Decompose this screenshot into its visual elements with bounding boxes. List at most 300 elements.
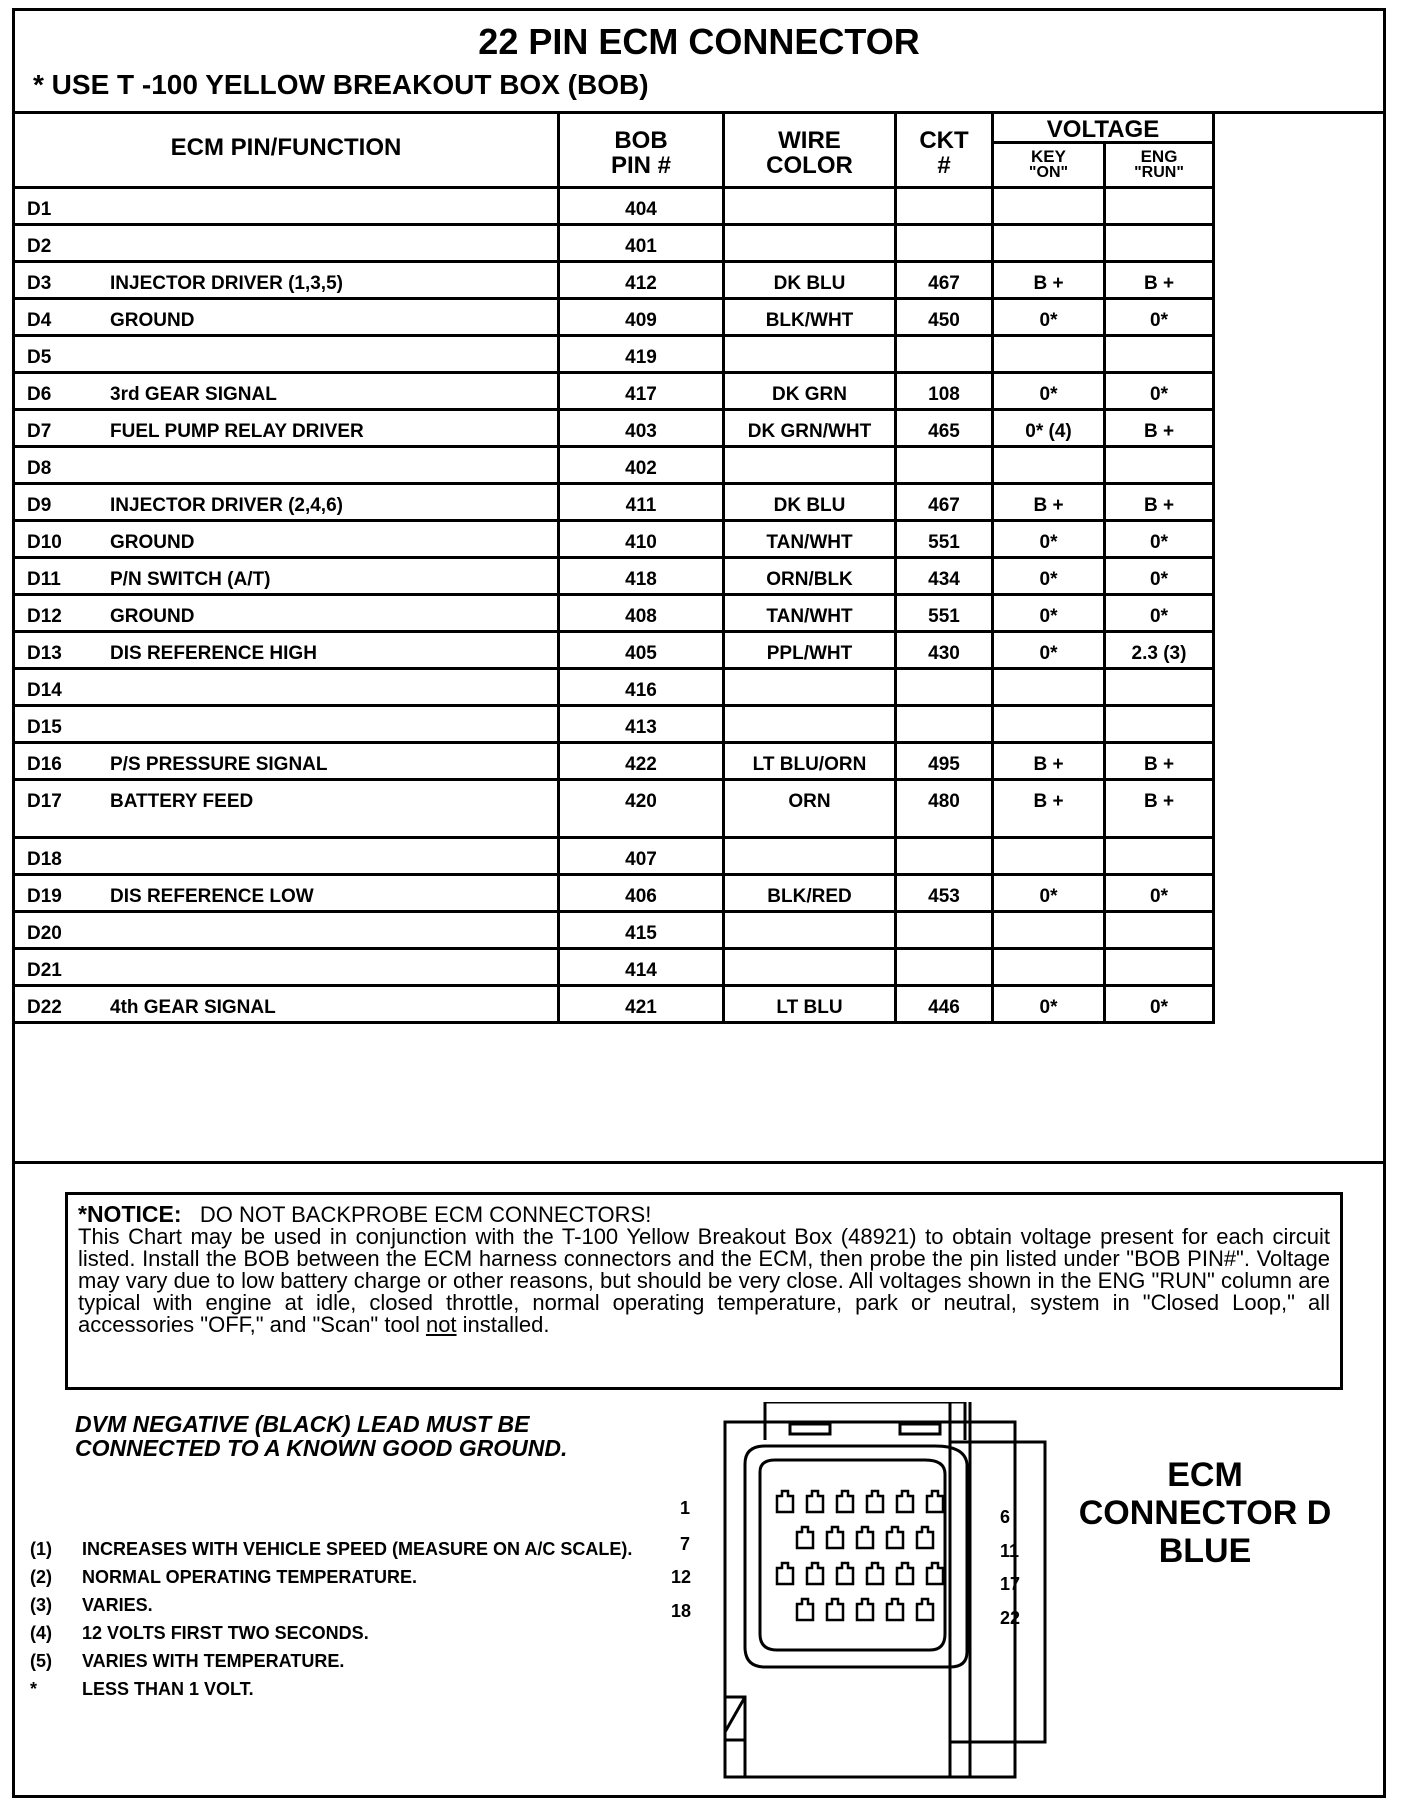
wire-value: DK GRN xyxy=(772,384,847,405)
key-value: B + xyxy=(1033,273,1064,294)
cell-key xyxy=(994,559,1106,593)
cell-bob xyxy=(560,596,725,630)
bob-value: 410 xyxy=(625,532,657,553)
eng-value: 0* xyxy=(1150,569,1168,590)
cell-key xyxy=(994,876,1106,910)
cell-eng xyxy=(1106,744,1215,778)
eng-value: 2.3 (3) xyxy=(1131,643,1187,664)
ckt-value: 551 xyxy=(928,606,960,627)
cell-wire xyxy=(725,596,897,630)
pin-label-12: 12 xyxy=(671,1567,692,1587)
cell-eng xyxy=(1106,189,1215,223)
cell-eng xyxy=(1106,707,1215,741)
bob-value: 408 xyxy=(625,606,657,627)
wire-value: BLK/RED xyxy=(767,886,852,907)
key-value: 0* xyxy=(1039,532,1058,553)
cell-pin-function xyxy=(15,670,560,704)
pin-id: D22 xyxy=(27,997,62,1018)
bob-value: 404 xyxy=(625,199,657,220)
cell-ckt xyxy=(897,839,994,873)
pin-function: 3rd GEAR SIGNAL xyxy=(110,384,277,405)
header-voltage-group xyxy=(994,114,1215,186)
header-eng-line1: ENG xyxy=(1140,147,1178,166)
cell-eng xyxy=(1106,411,1215,445)
cell-eng xyxy=(1106,781,1215,836)
cell-pin-function xyxy=(15,300,560,334)
cell-key xyxy=(994,485,1106,519)
cell-ckt xyxy=(897,300,994,334)
cell-ckt xyxy=(897,522,994,556)
table-row xyxy=(15,226,1215,263)
bob-value: 406 xyxy=(625,886,657,907)
pin-label-7: 7 xyxy=(680,1534,691,1554)
wire-value: ORN xyxy=(788,791,831,812)
key-value: 0* xyxy=(1039,569,1058,590)
notice-body-not: not xyxy=(425,1312,457,1337)
header-voltage-box xyxy=(994,114,1212,144)
cell-pin-function xyxy=(15,781,560,836)
pin-id: D21 xyxy=(27,960,62,981)
connector-pin-17 xyxy=(927,1563,943,1584)
table-row xyxy=(15,559,1215,596)
eng-value: B + xyxy=(1143,273,1175,294)
dvm-warning xyxy=(75,1412,567,1460)
cell-bob xyxy=(560,522,725,556)
cell-bob xyxy=(560,670,725,704)
notice-box xyxy=(65,1192,1343,1390)
cell-bob xyxy=(560,374,725,408)
cell-eng xyxy=(1106,633,1215,667)
connector-latch-right xyxy=(900,1424,940,1434)
table-row xyxy=(15,913,1215,950)
header-key-on xyxy=(994,144,1106,186)
cell-wire xyxy=(725,559,897,593)
eng-value: 0* xyxy=(1150,886,1168,907)
eng-value: 0* xyxy=(1150,384,1168,405)
cell-key xyxy=(994,839,1106,873)
key-value: B + xyxy=(1033,754,1064,775)
wire-value: PPL/WHT xyxy=(766,643,853,664)
cell-ckt xyxy=(897,670,994,704)
cell-ckt xyxy=(897,987,994,1021)
table-row xyxy=(15,263,1215,300)
header-ckt xyxy=(897,114,994,186)
wire-value: LT BLU/ORN xyxy=(752,754,867,775)
cell-eng xyxy=(1106,374,1215,408)
pin-id: D14 xyxy=(27,680,62,701)
cell-wire xyxy=(725,263,897,297)
cell-wire xyxy=(725,448,897,482)
header-bob-pin xyxy=(560,114,725,186)
bob-value: 418 xyxy=(625,569,657,590)
header-eng-line2: "RUN" xyxy=(1134,164,1184,181)
eng-value: 0* xyxy=(1150,606,1168,627)
dvm-line1: DVM NEGATIVE (BLACK) LEAD MUST BE xyxy=(75,1411,530,1437)
ecm-connector-d-diagram xyxy=(705,1402,1065,1792)
key-value: B + xyxy=(1033,495,1064,516)
cell-key xyxy=(994,374,1106,408)
footnote-text: INCREASES WITH VEHICLE SPEED (MEASURE ON A/C SCALE). xyxy=(82,1539,633,1559)
table-row xyxy=(15,337,1215,374)
pin-function: BATTERY FEED xyxy=(110,791,254,812)
cell-eng xyxy=(1106,522,1215,556)
cell-pin-function xyxy=(15,448,560,482)
title-box xyxy=(15,11,1383,114)
bob-value: 402 xyxy=(625,458,657,479)
key-value: 0* xyxy=(1039,643,1058,664)
cell-wire xyxy=(725,374,897,408)
ckt-value: 467 xyxy=(928,495,960,516)
notice-body-end: installed. xyxy=(456,1312,550,1337)
cell-key xyxy=(994,596,1106,630)
bob-value: 421 xyxy=(625,997,657,1018)
connector-pin-12 xyxy=(777,1563,793,1584)
cell-pin-function xyxy=(15,744,560,778)
cell-wire xyxy=(725,189,897,223)
table-row xyxy=(15,448,1215,485)
footnote-text: 12 VOLTS FIRST TWO SECONDS. xyxy=(82,1623,369,1643)
bob-value: 409 xyxy=(625,310,657,331)
bob-value: 419 xyxy=(625,347,657,368)
cell-bob xyxy=(560,411,725,445)
pin-id: D9 xyxy=(27,495,52,516)
cell-eng xyxy=(1106,950,1215,984)
pin-label-1: 1 xyxy=(680,1498,691,1518)
cell-ckt xyxy=(897,744,994,778)
pin-function: DIS REFERENCE LOW xyxy=(110,886,314,907)
cell-ckt xyxy=(897,596,994,630)
header-ckt-line2: # xyxy=(937,152,951,179)
cell-bob xyxy=(560,781,725,836)
pin-id: D6 xyxy=(27,384,52,405)
cell-key xyxy=(994,987,1106,1021)
ckt-value: 446 xyxy=(928,997,960,1018)
cell-ckt xyxy=(897,559,994,593)
bob-value: 411 xyxy=(625,495,657,516)
connector-pin-18 xyxy=(797,1599,813,1620)
pin-id: D4 xyxy=(27,310,52,331)
ckt-value: 108 xyxy=(928,384,960,405)
bob-value: 415 xyxy=(625,923,657,944)
pin-id: D11 xyxy=(27,569,61,590)
cell-ckt xyxy=(897,374,994,408)
cell-eng xyxy=(1106,485,1215,519)
footnote-mark: (2) xyxy=(30,1567,52,1587)
table-row xyxy=(15,596,1215,633)
cell-ckt xyxy=(897,337,994,371)
connector-face-inner xyxy=(760,1460,945,1650)
wire-value: DK BLU xyxy=(773,495,846,516)
wire-value: BLK/WHT xyxy=(765,310,854,331)
cell-eng xyxy=(1106,596,1215,630)
cell-pin-function xyxy=(15,337,560,371)
cell-pin-function xyxy=(15,633,560,667)
pin-function: GROUND xyxy=(110,532,195,553)
pin-function: FUEL PUMP RELAY DRIVER xyxy=(110,421,364,442)
eng-value: B + xyxy=(1143,791,1175,812)
pin-id: D5 xyxy=(27,347,52,368)
connector-pin-8 xyxy=(827,1527,843,1548)
key-value: B + xyxy=(1033,791,1064,812)
cell-pin-function xyxy=(15,522,560,556)
connector-pin-5 xyxy=(897,1491,913,1512)
cell-ckt xyxy=(897,913,994,947)
cell-bob xyxy=(560,300,725,334)
cell-wire xyxy=(725,913,897,947)
table-row xyxy=(15,485,1215,522)
wire-value: DK BLU xyxy=(773,273,846,294)
table-row xyxy=(15,876,1215,913)
pin-function: INJECTOR DRIVER (1,3,5) xyxy=(110,273,343,294)
pin-id: D8 xyxy=(27,458,52,479)
table-row xyxy=(15,839,1215,876)
cell-wire xyxy=(725,300,897,334)
cell-wire xyxy=(725,411,897,445)
pin-function: P/N SWITCH (A/T) xyxy=(110,569,271,590)
connector-pin-6 xyxy=(927,1491,943,1512)
pin-id: D17 xyxy=(27,791,62,812)
connector-pin-15 xyxy=(867,1563,883,1584)
cell-pin-function xyxy=(15,876,560,910)
wire-value: ORN/BLK xyxy=(766,569,853,590)
cell-eng xyxy=(1106,670,1215,704)
cell-key xyxy=(994,337,1106,371)
pin-id: D13 xyxy=(27,643,62,664)
cell-pin-function xyxy=(15,226,560,260)
cell-pin-function xyxy=(15,839,560,873)
footnote-mark: (4) xyxy=(30,1623,52,1643)
bob-value: 401 xyxy=(625,236,657,257)
connector-pin-4 xyxy=(867,1491,883,1512)
document-page xyxy=(12,8,1386,1798)
notice-body: This Chart may be used in conjunction with the T-100 Yellow Breakout Box (48921) to obtain voltage present for each circuit listed. Install the BOB between the ECM harness connectors and the ECM, then probe the pin listed under "BOB PIN#". Voltage may vary due to low battery charge or other reasons, but should be very close. All voltages shown in the ENG "RUN" column are typical with engine at idle, closed throttle, normal operating temperature, park or neutral, system in "Closed Loop," all accessories "OFF," and "Scan" tool xyxy=(78,1224,1330,1337)
footnote-text: VARIES WITH TEMPERATURE. xyxy=(82,1651,345,1671)
cell-bob xyxy=(560,485,725,519)
cell-pin-function xyxy=(15,189,560,223)
table-row xyxy=(15,522,1215,559)
pin-function: 4th GEAR SIGNAL xyxy=(110,997,276,1018)
cell-bob xyxy=(560,226,725,260)
bob-value: 407 xyxy=(625,849,657,870)
pin-label-11: 11 xyxy=(1000,1541,1020,1561)
cell-pin-function xyxy=(15,559,560,593)
footnote-mark: (3) xyxy=(30,1595,52,1615)
cell-wire xyxy=(725,987,897,1021)
footnote-mark: (5) xyxy=(30,1651,52,1671)
header-eng-run xyxy=(1106,144,1212,186)
cell-eng xyxy=(1106,263,1215,297)
table-row xyxy=(15,411,1215,448)
connector-face-outer xyxy=(745,1446,967,1667)
pin-label-6: 6 xyxy=(1000,1507,1011,1527)
pin-id: D3 xyxy=(27,273,52,294)
header-voltage-label: VOLTAGE xyxy=(1046,116,1160,143)
cell-key xyxy=(994,744,1106,778)
pin-function: P/S PRESSURE SIGNAL xyxy=(110,754,328,775)
cell-pin-function xyxy=(15,374,560,408)
pin-function: GROUND xyxy=(110,310,195,331)
wire-value: DK GRN/WHT xyxy=(747,421,872,442)
header-wire-line2: COLOR xyxy=(766,152,853,179)
connector-pin-22 xyxy=(917,1599,933,1620)
connector-pins xyxy=(777,1491,943,1620)
connector-pin-13 xyxy=(807,1563,823,1584)
table-row xyxy=(15,744,1215,781)
table-row xyxy=(15,374,1215,411)
table-row xyxy=(15,670,1215,707)
connector-latch-left xyxy=(790,1424,830,1434)
cell-key xyxy=(994,226,1106,260)
cell-pin-function xyxy=(15,913,560,947)
page-title: 22 PIN ECM CONNECTOR xyxy=(478,21,920,62)
footnote-text: VARIES. xyxy=(82,1595,153,1615)
pin-id: D15 xyxy=(27,717,62,738)
cell-key xyxy=(994,950,1106,984)
connector-pin-9 xyxy=(857,1527,873,1548)
cell-ckt xyxy=(897,189,994,223)
ckt-value: 434 xyxy=(928,569,960,590)
ckt-value: 551 xyxy=(928,532,960,553)
cell-wire xyxy=(725,781,897,836)
cell-wire xyxy=(725,485,897,519)
bob-value: 417 xyxy=(625,384,657,405)
header-ckt-line1: CKT xyxy=(919,127,969,154)
pin-function: GROUND xyxy=(110,606,195,627)
bob-value: 414 xyxy=(625,960,657,981)
bob-value: 420 xyxy=(625,791,657,812)
cell-wire xyxy=(725,839,897,873)
notice-heading: *NOTICE: xyxy=(78,1201,182,1227)
header-key-line2: "ON" xyxy=(1028,164,1069,181)
table-row xyxy=(15,987,1215,1024)
header-pin-function xyxy=(15,114,560,186)
eng-value: 0* xyxy=(1150,310,1168,331)
cell-bob xyxy=(560,189,725,223)
connector-pin-10 xyxy=(887,1527,903,1548)
ckt-value: 453 xyxy=(928,886,960,907)
cell-ckt xyxy=(897,781,994,836)
connector-pin-7 xyxy=(797,1527,813,1548)
pin-function: INJECTOR DRIVER (2,4,6) xyxy=(110,495,343,516)
cell-ckt xyxy=(897,950,994,984)
connector-pin-2 xyxy=(807,1491,823,1512)
cell-eng xyxy=(1106,448,1215,482)
ckt-value: 467 xyxy=(928,273,960,294)
eng-value: B + xyxy=(1143,421,1175,442)
connector-pin-14 xyxy=(837,1563,853,1584)
pin-label-17: 17 xyxy=(1000,1574,1021,1594)
eng-value: 0* xyxy=(1150,532,1168,553)
table-row xyxy=(15,633,1215,670)
bob-value: 405 xyxy=(625,643,657,664)
pin-id: D2 xyxy=(27,236,52,257)
footnote-mark: * xyxy=(30,1679,38,1699)
cell-ckt xyxy=(897,485,994,519)
cell-eng xyxy=(1106,839,1215,873)
cell-pin-function xyxy=(15,707,560,741)
cell-key xyxy=(994,670,1106,704)
pin-id: D18 xyxy=(27,849,62,870)
cell-eng xyxy=(1106,559,1215,593)
cell-eng xyxy=(1106,913,1215,947)
table-row xyxy=(15,781,1215,839)
cell-bob xyxy=(560,263,725,297)
cell-wire xyxy=(725,876,897,910)
cell-bob xyxy=(560,839,725,873)
notes-area xyxy=(15,1161,1383,1795)
cell-wire xyxy=(725,950,897,984)
bob-value: 416 xyxy=(625,680,657,701)
pin-id: D16 xyxy=(27,754,62,775)
cell-key xyxy=(994,707,1106,741)
table-row xyxy=(15,189,1215,226)
cell-bob xyxy=(560,337,725,371)
header-pin-function-label: ECM PIN/FUNCTION xyxy=(170,134,402,161)
connector-pin-20 xyxy=(857,1599,873,1620)
ecm-label-line3: BLUE xyxy=(1158,1532,1252,1570)
footnote-mark: (1) xyxy=(30,1539,52,1559)
bob-value: 413 xyxy=(625,717,657,738)
pin-label-22: 22 xyxy=(1000,1608,1021,1628)
connector-pin-3 xyxy=(837,1491,853,1512)
table-row xyxy=(15,300,1215,337)
bob-value: 412 xyxy=(625,273,657,294)
key-value: 0* (4) xyxy=(1025,421,1072,442)
connector-pin-19 xyxy=(827,1599,843,1620)
cell-wire xyxy=(725,707,897,741)
cell-key xyxy=(994,263,1106,297)
pin-label-18: 18 xyxy=(671,1601,692,1621)
cell-key xyxy=(994,411,1106,445)
pin-id: D7 xyxy=(27,421,52,442)
cell-bob xyxy=(560,744,725,778)
key-value: 0* xyxy=(1039,384,1058,405)
footnote-text: LESS THAN 1 VOLT. xyxy=(82,1679,254,1699)
key-value: 0* xyxy=(1039,886,1058,907)
ecm-connector-label xyxy=(1075,1456,1335,1570)
header-bob-line1: BOB xyxy=(614,127,668,154)
cell-bob xyxy=(560,950,725,984)
cell-pin-function xyxy=(15,263,560,297)
ckt-value: 450 xyxy=(928,310,960,331)
cell-eng xyxy=(1106,300,1215,334)
pin-id: D19 xyxy=(27,886,62,907)
connector-pin-11 xyxy=(917,1527,933,1548)
pin-id: D1 xyxy=(27,199,52,220)
header-wire-color xyxy=(725,114,897,186)
pin-function: DIS REFERENCE HIGH xyxy=(110,643,317,664)
cell-key xyxy=(994,913,1106,947)
header-wire-line1: WIRE xyxy=(778,127,841,154)
cell-eng xyxy=(1106,876,1215,910)
cell-ckt xyxy=(897,448,994,482)
cell-pin-function xyxy=(15,950,560,984)
footnote-text: NORMAL OPERATING TEMPERATURE. xyxy=(82,1567,418,1587)
connector-pin-21 xyxy=(887,1599,903,1620)
connector-pin-16 xyxy=(897,1563,913,1584)
cell-bob xyxy=(560,633,725,667)
cell-bob xyxy=(560,913,725,947)
cell-bob xyxy=(560,559,725,593)
cell-key xyxy=(994,633,1106,667)
ckt-value: 495 xyxy=(928,754,960,775)
eng-value: B + xyxy=(1143,495,1175,516)
cell-bob xyxy=(560,707,725,741)
cell-wire xyxy=(725,633,897,667)
ecm-label-line2: CONNECTOR D xyxy=(1078,1494,1332,1532)
header-bob-line2: PIN # xyxy=(610,152,672,179)
table-header xyxy=(15,114,1215,189)
